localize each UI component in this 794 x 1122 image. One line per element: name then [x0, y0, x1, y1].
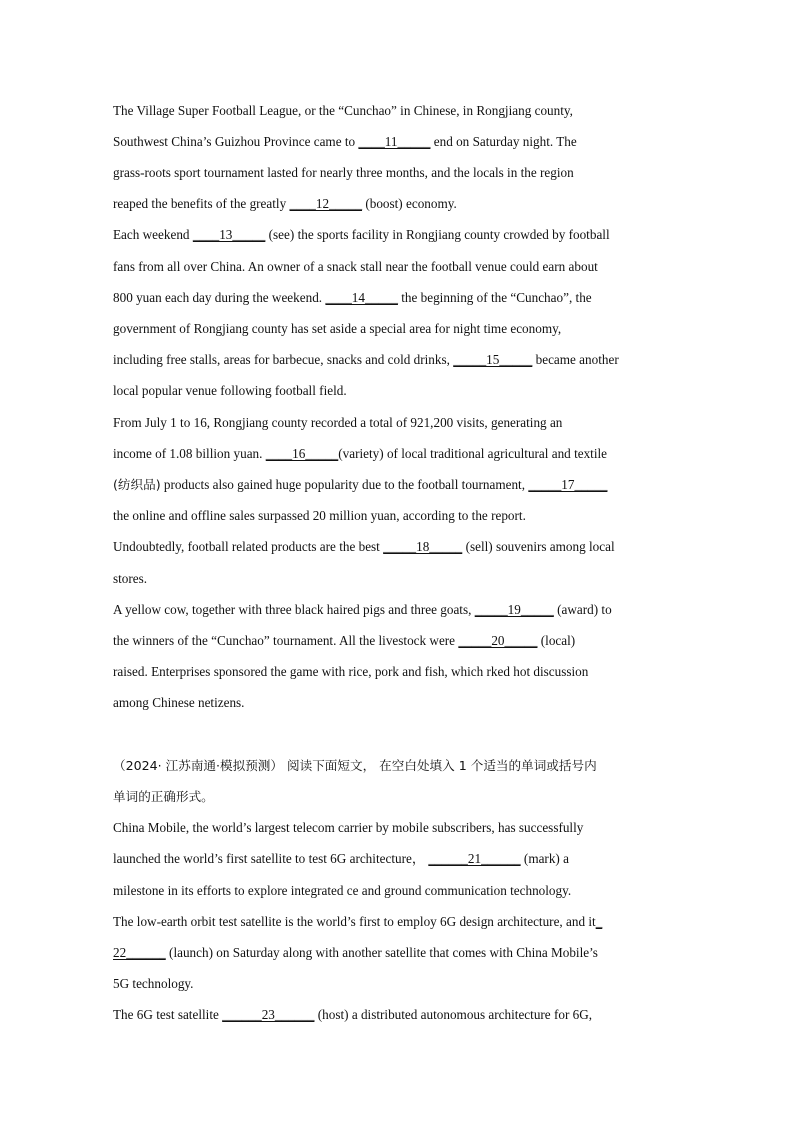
text-line — [113, 601, 612, 619]
text-line: stores. — [113, 571, 148, 586]
text-segment: end on Saturday night. The — [430, 134, 577, 149]
blank-13: ____13_____ — [192, 227, 266, 242]
blank-21: ______21______ — [428, 851, 521, 866]
text-segment: income of 1.08 billion yuan. — [113, 446, 266, 461]
text-segment: Undoubtedly, football related products are the best — [113, 539, 384, 554]
blank-17: _____17_____ — [528, 477, 608, 492]
text-segment: (host) a distributed autonomous architecture for 6G, — [314, 1007, 593, 1022]
text-line: 5G technology. — [113, 976, 194, 991]
text-segment: 800 yuan each day during the weekend. — [113, 290, 326, 305]
text-segment: The low-earth orbit test satellite is the world’s first to employ 6G design architecture, and it — [113, 914, 596, 929]
exercise-instruction: 单词的正确形式。 — [113, 789, 214, 804]
text-segment: the winners of the “Cunchao” tournament. All the livestock were — [113, 633, 459, 648]
blank-22-start: _ — [595, 914, 603, 929]
text-segment: (纺织品) — [113, 477, 161, 492]
text-segment: (launch) on Saturday along with another satellite that comes with China Mobile’s — [165, 945, 598, 960]
text-segment: Southwest China’s Guizhou Province came to — [113, 134, 359, 149]
text-line: local popular venue following football field. — [113, 383, 347, 398]
text-segment: (local) — [537, 633, 576, 648]
text-line: government of Rongjiang county has set aside a special area for night time economy, — [113, 321, 562, 336]
text-segment: (see) the sports facility in Rongjiang county crowded by football — [265, 227, 610, 242]
text-segment: became another — [532, 352, 619, 367]
text-line — [113, 476, 607, 494]
text-segment: A yellow cow, together with three black haired pigs and three goats, — [113, 602, 475, 617]
blank-18: _____18_____ — [383, 539, 463, 554]
blank-23: ______23______ — [222, 1007, 315, 1022]
text-line — [113, 289, 592, 307]
text-segment: (boost) economy. — [362, 196, 457, 211]
blank-22: 22______ — [113, 945, 166, 960]
blank-12: ____12_____ — [289, 196, 363, 211]
blank-11: ____11_____ — [358, 134, 431, 149]
text-line: From July 1 to 16, Rongjiang county recorded a total of 921,200 visits, generating an — [113, 415, 563, 430]
text-line: The Village Super Football League, or the “Cunchao” in Chinese, in Rongjiang county, — [113, 103, 573, 118]
text-line — [113, 850, 569, 868]
text-line — [113, 133, 577, 151]
text-segment: (variety) of local traditional agricultural and textile — [338, 446, 608, 461]
text-line — [113, 913, 602, 931]
text-line — [113, 944, 598, 962]
text-segment: The 6G test satellite — [113, 1007, 223, 1022]
text-segment: launched the world’s first satellite to test 6G architecture， — [113, 851, 429, 866]
text-segment: Each weekend — [113, 227, 193, 242]
text-line — [113, 226, 610, 244]
text-line: grass-roots sport tournament lasted for nearly three months, and the locals in the region — [113, 165, 574, 180]
text-line: raised. Enterprises sponsored the game with rice, pork and fish, which rked hot discussion — [113, 664, 589, 679]
text-segment: (sell) souvenirs among local — [462, 539, 615, 554]
blank-19: _____19_____ — [474, 602, 554, 617]
text-segment: (mark) a — [520, 851, 569, 866]
text-line: China Mobile, the world’s largest telecom carrier by mobile subscribers, has successfully — [113, 820, 584, 835]
text-line — [113, 351, 619, 369]
text-segment: (award) to — [553, 602, 612, 617]
exercise-instruction: （2024· 江苏南通·模拟预测） 阅读下面短文， 在空白处填入 1 个适当的单词或括号内 — [113, 758, 597, 773]
text-line: the online and offline sales surpassed 20 million yuan, according to the report. — [113, 508, 526, 523]
text-line — [113, 632, 575, 650]
text-segment: including free stalls, areas for barbecue, snacks and cold drinks, — [113, 352, 454, 367]
text-segment: products also gained huge popularity due to the football tournament, — [160, 477, 529, 492]
blank-15: _____15_____ — [453, 352, 533, 367]
text-line: milestone in its efforts to explore integrated ce and ground communication technology. — [113, 883, 572, 898]
text-line: among Chinese netizens. — [113, 695, 245, 710]
blank-14: ____14_____ — [325, 290, 398, 305]
text-line: fans from all over China. An owner of a snack stall near the football venue could earn about — [113, 259, 598, 274]
text-line — [113, 445, 607, 463]
text-line — [113, 195, 457, 213]
text-segment: reaped the benefits of the greatly — [113, 196, 290, 211]
text-segment: the beginning of the “Cunchao”, the — [397, 290, 592, 305]
blank-20: _____20_____ — [458, 633, 538, 648]
text-line — [113, 1006, 592, 1024]
text-line — [113, 538, 615, 556]
blank-16: ____16_____ — [265, 446, 339, 461]
